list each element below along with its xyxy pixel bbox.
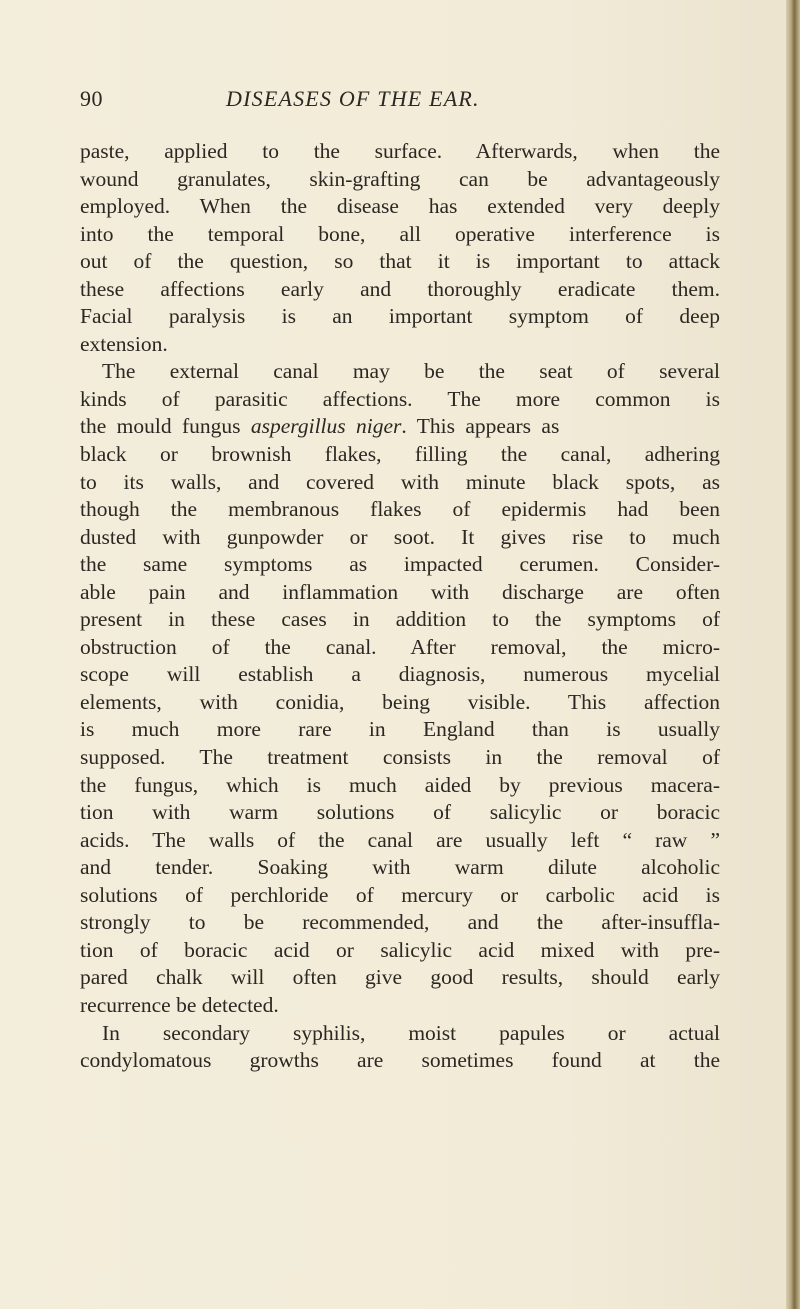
text-line: recurrence be detected. [80,992,279,1017]
text-line: these affections early and thoroughly eradicate them. [80,276,720,301]
text-line: pared chalk will often give good results, should early [80,965,720,990]
text-line: the fungus, which is much aided by previous macera- [80,772,720,797]
text-line: into the temporal bone, all operative interference is [80,221,720,246]
text-segment: . This appears as [401,414,560,439]
body-text [80,138,720,1075]
page-number: 90 [80,86,103,111]
text-line: supposed. The treatment consists in the removal of [80,745,720,770]
running-head: DISEASES OF THE EAR. [226,86,480,111]
text-line: solutions of perchloride of mercury or carbolic acid is [80,882,720,907]
text-line: out of the question, so that it is important to attack [80,249,720,274]
page-header [80,86,720,122]
paragraph-start-line: The external canal may be the seat of several [102,359,720,384]
text-line: strongly to be recommended, and the after-insuffla- [80,910,720,935]
text-segment: the mould fungus [80,414,241,439]
text-line: though the membranous flakes of epidermis had been [80,497,720,522]
species-name: aspergillus niger [250,414,402,439]
text-line: kinds of parasitic affections. The more common is [80,386,720,411]
text-line: acids. The walls of the canal are usually left “ raw ” [80,827,720,852]
text-line: present in these cases in addition to the symptoms of [80,607,720,632]
text-line: wound granulates, skin-grafting can be advantageously [80,166,720,191]
page-edge-shadow [786,0,800,1309]
text-line: paste, applied to the surface. Afterwards, when the [80,139,720,163]
text-line: black or brownish flakes, filling the canal, adhering [80,442,720,467]
text-line: and tender. Soaking with warm dilute alcoholic [80,855,720,880]
text-line: dusted with gunpowder or soot. It gives rise to much [80,524,720,549]
text-line: the same symptoms as impacted cerumen. Consider- [80,552,720,577]
text-line: Facial paralysis is an important symptom of deep [80,304,720,329]
text-line: condylomatous growths are sometimes found at the [80,1048,720,1073]
text-line: scope will establish a diagnosis, numerous mycelial [80,662,720,687]
paragraph-start-line: In secondary syphilis, moist papules or actual [102,1020,720,1045]
text-line: is much more rare in England than is usually [80,717,720,742]
text-line-mixed [80,413,720,441]
text-line: able pain and inflammation with discharge are often [80,579,720,604]
text-line: elements, with conidia, being visible. This affection [80,689,720,714]
text-line: extension. [80,331,168,356]
text-line: tion of boracic acid or salicylic acid mixed with pre- [80,937,720,962]
text-line: to its walls, and covered with minute black spots, as [80,469,720,494]
text-line: tion with warm solutions of salicylic or boracic [80,800,720,825]
text-line: obstruction of the canal. After removal, the micro- [80,634,720,659]
text-line: employed. When the disease has extended very deeply [80,194,720,219]
